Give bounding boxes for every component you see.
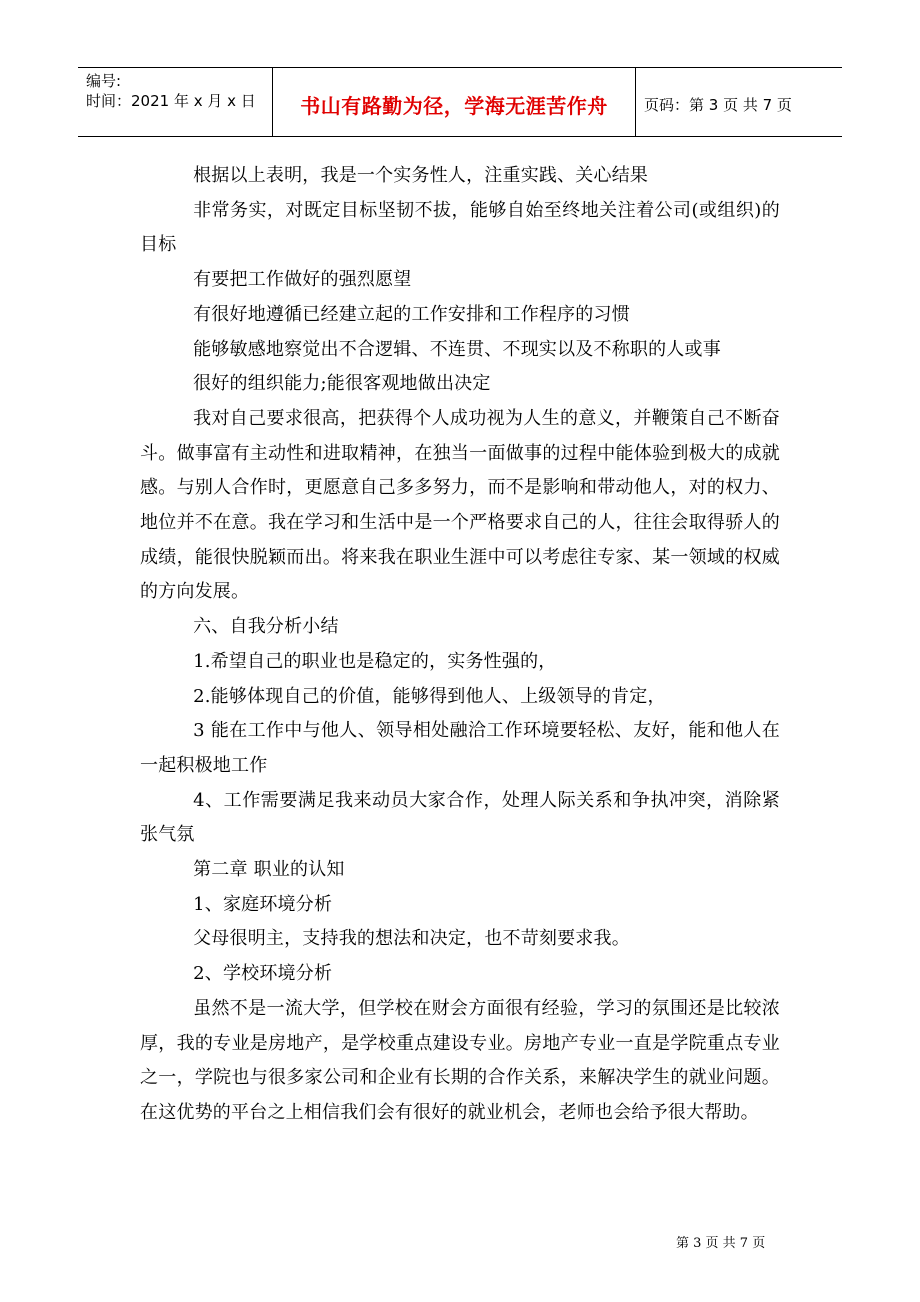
paragraph: 父母很明主，支持我的想法和决定，也不苛刻要求我。 [193, 928, 630, 950]
paragraph: 非常务实，对既定目标坚韧不拔，能够自始至终地关注着公司(或组织)的目标 [140, 199, 780, 256]
subsection-heading: 2、学校环境分析 [193, 963, 333, 985]
header-page-code: 页码：第 3 页 共 7 页 [644, 96, 792, 114]
document-number-label: 编号: [86, 72, 122, 90]
paragraph: 有要把工作做好的强烈愿望 [193, 269, 412, 291]
subsection-heading: 1、家庭环境分析 [193, 893, 333, 915]
paragraph: 很好的组织能力;能很客观地做出决定 [193, 373, 491, 395]
document-body [140, 159, 780, 1131]
chapter-heading: 第二章 职业的认知 [193, 859, 345, 881]
page-header [78, 67, 842, 137]
list-item: 2.能够体现自己的价值，能够得到他人、上级领导的肯定， [193, 685, 666, 707]
paragraph: 根据以上表明，我是一个实务性人，注重实践、关心结果 [193, 165, 649, 186]
header-motto-cell [273, 68, 636, 136]
section-heading: 六、自我分析小结 [193, 616, 339, 638]
header-motto: 书山有路勤为径，学海无涯苦作舟 [300, 94, 608, 118]
document-date: 时间：2021 年 x 月 x 日 [86, 92, 256, 110]
list-item: 4、工作需要满足我来动员大家合作，处理人际关系和争执冲突，消除紧张气氛 [140, 789, 780, 846]
header-info-cell [78, 68, 273, 136]
page-footer-number: 第 3 页 共 7 页 [676, 1236, 766, 1251]
header-page-cell [636, 68, 842, 136]
list-item: 3 能在工作中与他人、领导相处融洽工作环境要轻松、友好，能和他人在一起积极地工作 [140, 720, 780, 776]
paragraph: 我对自己要求很高，把获得个人成功视为人生的意义，并鞭策自己不断奋斗。做事富有主动性和进取精神，在独当一面做事的过程中能体验到极大的成就感。与别人合作时，更愿意自己多多努力，而不是影响和带动他人，对的权力、地位并不在意。我在学习和生活中是一个严格要求自己的人，往往会取得骄人的成绩，能很快脱颖而出。将来我在职业生涯中可以考虑往专家、某一领域的权威的方向发展。 [140, 407, 780, 603]
paragraph: 能够敏感地察觉出不合逻辑、不连贯、不现实以及不称职的人或事 [193, 338, 721, 360]
list-item: 1.希望自己的职业也是稳定的，实务性强的， [193, 650, 557, 672]
paragraph: 有很好地遵循已经建立起的工作安排和工作程序的习惯 [193, 303, 630, 325]
paragraph: 虽然不是一流大学，但学校在财会方面很有经验，学习的氛围还是比较浓厚，我的专业是房地产，是学校重点建设专业。房地产专业一直是学院重点专业之一，学院也与很多家公司和企业有长期的合作关系，来解决学生的就业问题。在这优势的平台之上相信我们会有很好的就业机会，老师也会给予很大帮助。 [140, 997, 780, 1123]
